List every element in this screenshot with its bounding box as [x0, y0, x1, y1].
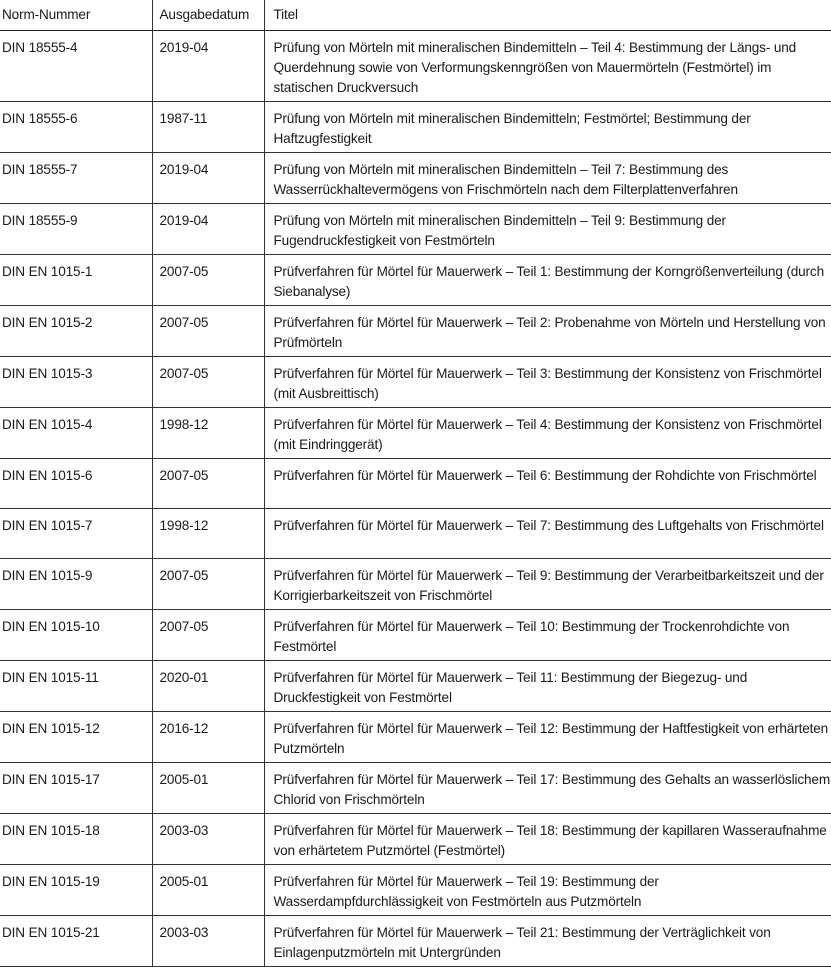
- norm-title: Prüfverfahren für Mörtel für Mauerwerk – Teil 1: Bestimmung der Korngrößenverteilung (durch Siebanalyse): [264, 255, 831, 306]
- norm-number: DIN EN 1015-21: [0, 916, 152, 967]
- header-ausgabedatum: Ausgabedatum: [152, 0, 264, 31]
- norm-title: Prüfverfahren für Mörtel für Mauerwerk – Teil 12: Bestimmung der Haftfestigkeit von erhärteten Putzmörteln: [264, 712, 831, 763]
- issue-date: 2016-12: [152, 712, 264, 763]
- table-row: [0, 31, 831, 102]
- norm-number: DIN EN 1015-1: [0, 255, 152, 306]
- issue-date: 2019-04: [152, 204, 264, 255]
- table-row: [0, 712, 831, 763]
- norm-title: Prüfverfahren für Mörtel für Mauerwerk – Teil 21: Bestimmung der Verträglichkeit von Einlagenputzmörteln mit Untergründen: [264, 916, 831, 967]
- table-row: [0, 306, 831, 357]
- issue-date: 2005-01: [152, 763, 264, 814]
- norm-number: DIN EN 1015-4: [0, 408, 152, 459]
- norm-number: DIN EN 1015-3: [0, 357, 152, 408]
- issue-date: 2019-04: [152, 153, 264, 204]
- table-row: [0, 102, 831, 153]
- norm-title: Prüfverfahren für Mörtel für Mauerwerk – Teil 7: Bestimmung des Luftgehalts von Frischmörtel: [264, 509, 831, 559]
- issue-date: 2007-05: [152, 306, 264, 357]
- issue-date: 2003-03: [152, 814, 264, 865]
- norm-number: DIN EN 1015-2: [0, 306, 152, 357]
- table-row: [0, 865, 831, 916]
- header-row: [0, 0, 831, 31]
- table-row: [0, 661, 831, 712]
- norm-title: Prüfung von Mörteln mit mineralischen Bindemitteln; Festmörtel; Bestimmung der Haftzugfestigkeit: [264, 102, 831, 153]
- norm-title: Prüfung von Mörteln mit mineralischen Bindemitteln – Teil 4: Bestimmung der Längs- und Querdehnung sowie von Verformungskenngrößen von Mauermörteln (Festmörtel) im statischen Druckversuch: [264, 31, 831, 102]
- norm-number: DIN EN 1015-11: [0, 661, 152, 712]
- issue-date: 2007-05: [152, 459, 264, 509]
- norm-number: DIN 18555-7: [0, 153, 152, 204]
- table-row: [0, 814, 831, 865]
- table-row: [0, 610, 831, 661]
- norm-number: DIN EN 1015-12: [0, 712, 152, 763]
- norm-title: Prüfung von Mörteln mit mineralischen Bindemitteln – Teil 9: Bestimmung der Fugendruckfestigkeit von Festmörteln: [264, 204, 831, 255]
- norm-number: DIN EN 1015-9: [0, 559, 152, 610]
- table-row: [0, 509, 831, 559]
- norm-title: Prüfverfahren für Mörtel für Mauerwerk – Teil 2: Probenahme von Mörteln und Herstellung von Prüfmörteln: [264, 306, 831, 357]
- norm-title: Prüfverfahren für Mörtel für Mauerwerk – Teil 11: Bestimmung der Biegezug- und Druckfestigkeit von Festmörtel: [264, 661, 831, 712]
- table-row: [0, 255, 831, 306]
- norm-number: DIN EN 1015-7: [0, 509, 152, 559]
- issue-date: 1998-12: [152, 408, 264, 459]
- norm-title: Prüfverfahren für Mörtel für Mauerwerk – Teil 9: Bestimmung der Verarbeitbarkeitszeit und der Korrigierbarkeitszeit von Frischmörtel: [264, 559, 831, 610]
- norm-title: Prüfverfahren für Mörtel für Mauerwerk – Teil 18: Bestimmung der kapillaren Wasseraufnahme von erhärtetem Putzmörtel (Festmörtel): [264, 814, 831, 865]
- issue-date: 2007-05: [152, 559, 264, 610]
- table-row: [0, 204, 831, 255]
- table-row: [0, 408, 831, 459]
- issue-date: 2007-05: [152, 610, 264, 661]
- table-row: [0, 763, 831, 814]
- norm-title: Prüfverfahren für Mörtel für Mauerwerk – Teil 17: Bestimmung des Gehalts an wasserlöslichem Chlorid von Frischmörteln: [264, 763, 831, 814]
- norm-title: Prüfverfahren für Mörtel für Mauerwerk – Teil 3: Bestimmung der Konsistenz von Frischmörtel (mit Ausbreittisch): [264, 357, 831, 408]
- table-row: [0, 459, 831, 509]
- norm-title: Prüfverfahren für Mörtel für Mauerwerk – Teil 19: Bestimmung der Wasserdampfdurchlässigkeit von Festmörteln aus Putzmörteln: [264, 865, 831, 916]
- issue-date: 2003-03: [152, 916, 264, 967]
- issue-date: 2005-01: [152, 865, 264, 916]
- issue-date: 1998-12: [152, 509, 264, 559]
- header-titel: Titel: [264, 0, 831, 31]
- table-row: [0, 559, 831, 610]
- issue-date: 2020-01: [152, 661, 264, 712]
- norm-number: DIN 18555-9: [0, 204, 152, 255]
- norm-title: Prüfverfahren für Mörtel für Mauerwerk – Teil 10: Bestimmung der Trockenrohdichte von Festmörtel: [264, 610, 831, 661]
- norm-number: DIN EN 1015-18: [0, 814, 152, 865]
- issue-date: 2019-04: [152, 31, 264, 102]
- norm-title: Prüfung von Mörteln mit mineralischen Bindemitteln – Teil 7: Bestimmung des Wasserrückhaltevermögens von Frischmörteln nach dem Filterplattenverfahren: [264, 153, 831, 204]
- norm-number: DIN EN 1015-10: [0, 610, 152, 661]
- table-row: [0, 357, 831, 408]
- issue-date: 2007-05: [152, 357, 264, 408]
- table-row: [0, 153, 831, 204]
- issue-date: 2007-05: [152, 255, 264, 306]
- norm-title: Prüfverfahren für Mörtel für Mauerwerk – Teil 4: Bestimmung der Konsistenz von Frischmörtel (mit Eindringgerät): [264, 408, 831, 459]
- norm-number: DIN 18555-6: [0, 102, 152, 153]
- norm-number: DIN 18555-4: [0, 31, 152, 102]
- issue-date: 1987-11: [152, 102, 264, 153]
- table-row: [0, 916, 831, 967]
- header-norm-nummer: Norm-Nummer: [0, 0, 152, 31]
- norm-title: Prüfverfahren für Mörtel für Mauerwerk – Teil 6: Bestimmung der Rohdichte von Frischmörtel: [264, 459, 831, 509]
- norm-number: DIN EN 1015-17: [0, 763, 152, 814]
- norm-number: DIN EN 1015-19: [0, 865, 152, 916]
- norm-number: DIN EN 1015-6: [0, 459, 152, 509]
